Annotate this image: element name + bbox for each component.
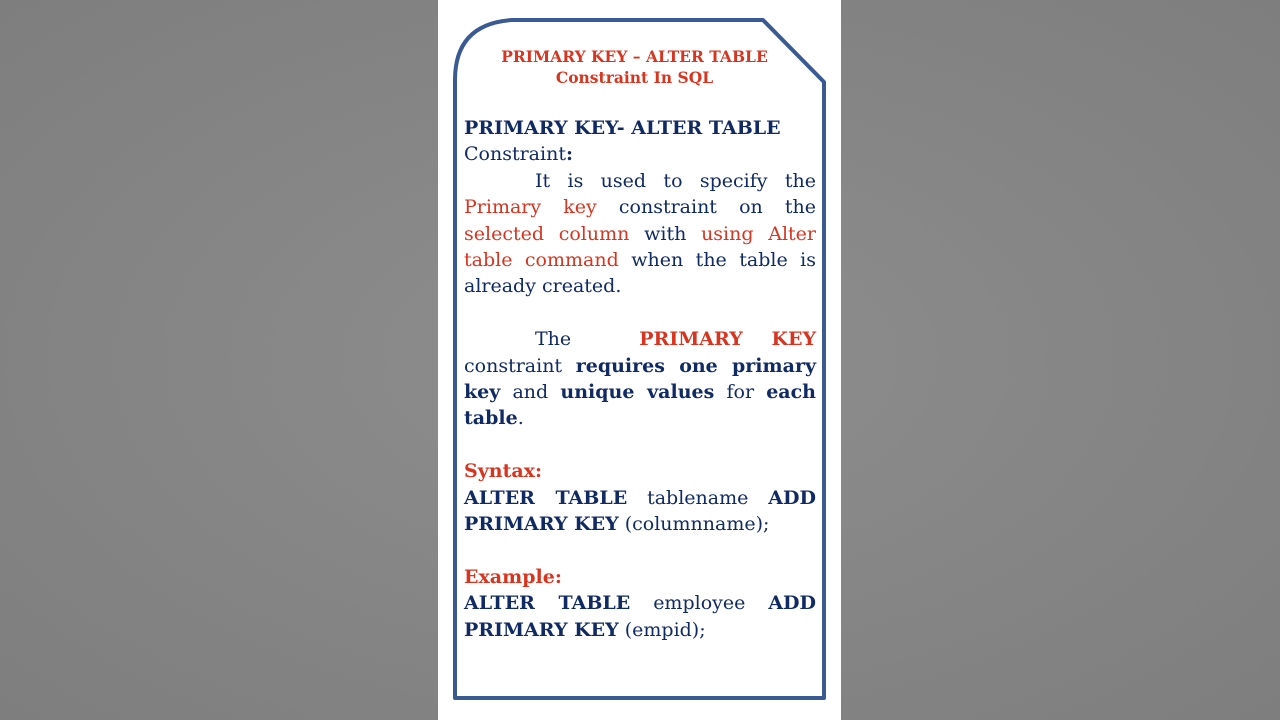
- syntax-section: [464, 458, 816, 484]
- document-body: [464, 115, 816, 643]
- requirement-paragraph: [464, 326, 816, 432]
- heading-plain: Constraint: [464, 143, 566, 166]
- title-line-1: PRIMARY KEY – ALTER TABLE: [501, 47, 768, 66]
- document-title: [468, 46, 801, 88]
- heading-bold: PRIMARY KEY- ALTER TABLE: [464, 117, 781, 139]
- syntax-label: Syntax:: [464, 460, 543, 483]
- example-value: employee: [653, 592, 746, 615]
- requirement-text: The: [535, 328, 572, 351]
- example-code: [464, 590, 816, 643]
- requirement-bold-text: each table: [464, 381, 817, 430]
- title-line-2: Constraint In SQL: [555, 68, 714, 87]
- example-keyword: ADD PRIMARY KEY: [464, 592, 817, 641]
- example-section: [464, 564, 816, 590]
- requirement-highlight-primary-key: PRIMARY KEY: [639, 328, 817, 351]
- requirement-bold-text: unique values: [560, 381, 715, 404]
- definition-text: when the table is already created.: [464, 249, 816, 298]
- definition-highlight-selected-column: selected column: [464, 222, 630, 245]
- definition-highlight-alter-command: using Alter table command: [464, 222, 817, 272]
- definition-text: It is used to specify the: [535, 169, 816, 192]
- syntax-keyword: ADD PRIMARY KEY: [464, 486, 816, 536]
- syntax-value: (columnname);: [624, 513, 770, 536]
- syntax-keyword: ALTER TABLE: [464, 486, 628, 509]
- requirement-text: and: [512, 381, 549, 404]
- section-heading: [464, 115, 816, 168]
- heading-colon: :: [565, 143, 573, 166]
- document-card: [438, 0, 841, 720]
- example-label: Example:: [464, 565, 562, 588]
- definition-paragraph: [464, 168, 816, 300]
- definition-text: constraint on the: [618, 196, 816, 219]
- syntax-value: tablename: [647, 486, 749, 509]
- requirement-text: constraint: [464, 354, 563, 377]
- requirement-text: .: [517, 407, 524, 430]
- requirement-bold-text: requires one primary key: [464, 354, 816, 404]
- syntax-code: [464, 485, 816, 538]
- definition-text: with: [644, 222, 687, 245]
- definition-highlight-primary-key: Primary key: [464, 196, 597, 219]
- example-keyword: ALTER TABLE: [464, 592, 631, 615]
- example-value: (empid);: [624, 618, 706, 641]
- requirement-text: for: [726, 381, 755, 404]
